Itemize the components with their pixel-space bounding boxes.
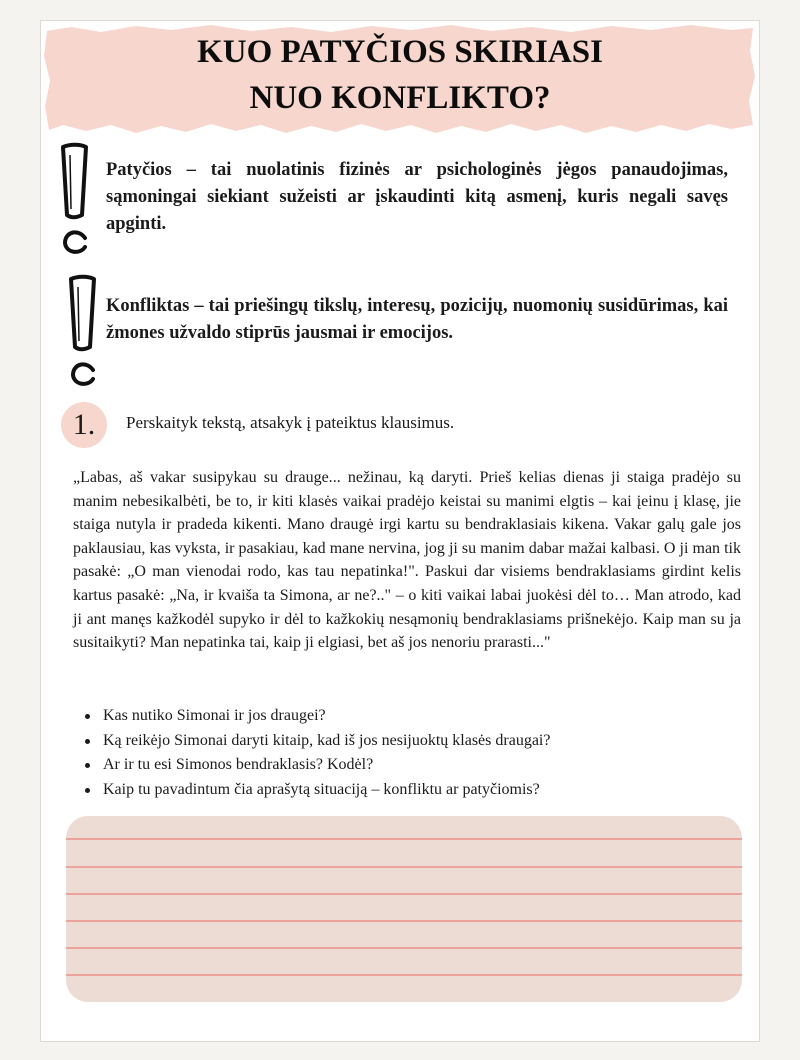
exclamation-icon <box>58 141 92 259</box>
answer-line <box>66 974 742 976</box>
task-instruction: Perskaityk tekstą, atsakyk į pateiktus klausimus. <box>126 413 455 432</box>
question-item: Kas nutiko Simonai ir jos draugei? <box>103 704 763 729</box>
exclamation-icon <box>66 273 100 391</box>
answer-line <box>66 838 742 840</box>
question-item: Kaip tu pavadintum čia aprašytą situaciją – konfliktu ar patyčiomis? <box>103 778 763 803</box>
answer-line <box>66 920 742 922</box>
answer-area[interactable] <box>66 816 742 1002</box>
conflict-definition: Konfliktas – tai priešingų tikslų, interesų, pozicijų, nuomonių susidūrimas, kai žmones užvaldo stiprūs jausmai ir emocijos. <box>106 296 728 343</box>
question-list <box>73 704 763 802</box>
page-title <box>41 29 759 121</box>
bullying-definition: Patyčios – tai nuolatinis fizinės ar psichologinės jėgos panaudojimas, sąmoningai siekiant sužeisti ar įskaudinti kitą asmenį, kuris negali savęs apginti. <box>106 160 728 234</box>
answer-line <box>66 866 742 868</box>
answer-line <box>66 893 742 895</box>
title-line-1: KUO PATYČIOS SKIRIASI <box>197 34 603 70</box>
title-line-2: NUO KONFLIKTO? <box>249 80 551 116</box>
question-item: Ką reikėjo Simonai daryti kitaip, kad iš jos nesijuoktų klasės draugai? <box>103 729 763 754</box>
title-banner <box>41 21 759 139</box>
question-item: Ar ir tu esi Simonos bendraklasis? Kodėl? <box>103 753 763 778</box>
answer-line <box>66 947 742 949</box>
story-text: „Labas, aš vakar susipykau su drauge... nežinau, ką daryti. Prieš kelias dienas ji staiga pradėjo su manim nebesikalbėti, be to, ir kiti klasės vaikai pradėjo keistai su manimi elgtis – kai įeinu į klasę, jie staiga nutyla ir pradeda kikenti. Mano draugė irgi kartu su bendraklasiais kikena. Vakar galų gale jos paklausiau, kas vyksta, ir pasakiau, kad mane nervina, jog ji su manim dabar mažai kalbasi. O ji man tik pasakė: „O man vienodai rodo, kas tau nepatinka!". Paskui dar visiems bendraklasiams girdint kelis kartus pasakė: „Na, ir kvaiša ta Simona, ar ne?.." – o kiti vaikai labai juokėsi dėl to… Man atrodo, kad ji ant manęs kažkodėl supyko ir dėl to kažkokių nesąmonių bendraklasiams prišnekėjo. Kaip man su ja susitaikyti? Man nepatinka tai, kaip ji elgiasi, bet aš jos nenoriu prarasti..." <box>73 469 741 652</box>
worksheet-page <box>40 20 760 1042</box>
task-number-badge: 1. <box>61 402 107 448</box>
